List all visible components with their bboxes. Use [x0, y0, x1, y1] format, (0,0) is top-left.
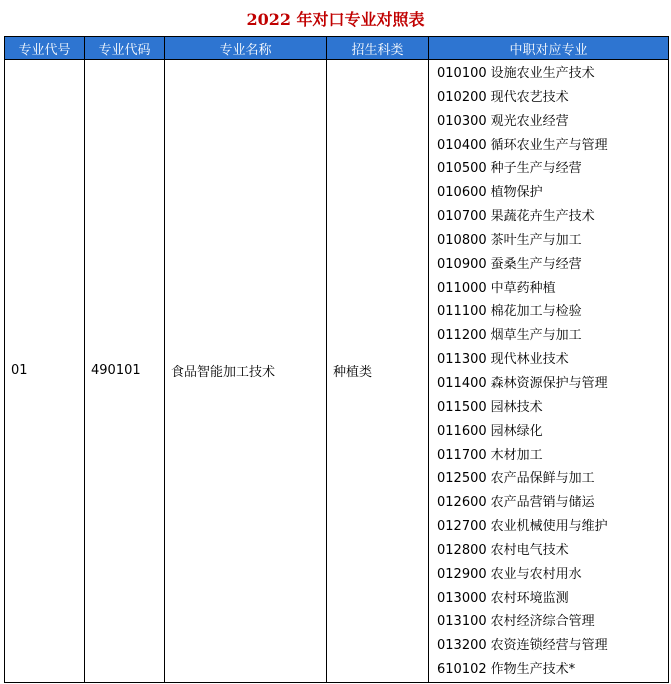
list-item — [437, 62, 668, 86]
vocational-major-code: 010600 — [437, 185, 487, 201]
vocational-major-code: 010500 — [437, 161, 487, 177]
vocational-major-name: 森林资源保护与管理 — [490, 375, 608, 391]
vocational-major-code: 010700 — [437, 209, 487, 225]
vocational-major-name: 循环农业生产与管理 — [490, 137, 608, 153]
vocational-major-code: 011200 — [437, 328, 487, 344]
vocational-major-name: 植物保护 — [490, 185, 543, 201]
vocational-major-name: 农产品保鲜与加工 — [490, 471, 595, 487]
list-item — [437, 563, 668, 587]
vocational-major-list — [437, 62, 668, 682]
vocational-major-name: 烟草生产与加工 — [490, 328, 582, 344]
vocational-major-name: 农业机械使用与维护 — [490, 519, 608, 535]
vocational-major-code: 011000 — [437, 280, 487, 296]
vocational-major-name: 农资连锁经营与管理 — [490, 638, 608, 654]
vocational-major-name: 果蔬花卉生产技术 — [490, 209, 595, 225]
header-category: 招生科类 — [327, 37, 429, 60]
list-item — [437, 396, 668, 420]
vocational-major-code: 610102 — [437, 662, 487, 678]
vocational-major-name: 作物生产技术* — [490, 662, 576, 678]
list-item — [437, 277, 668, 301]
vocational-major-name: 茶叶生产与加工 — [490, 232, 582, 248]
vocational-major-name: 农产品营销与储运 — [490, 495, 595, 511]
vocational-major-name: 中草药种植 — [490, 280, 556, 296]
list-item — [437, 229, 668, 253]
vocational-major-code: 012800 — [437, 542, 487, 558]
vocational-major-code: 011100 — [437, 304, 487, 320]
list-item — [437, 86, 668, 110]
list-item — [437, 157, 668, 181]
vocational-major-code: 013000 — [437, 590, 487, 606]
vocational-major-code: 010800 — [437, 232, 487, 248]
vocational-major-code: 012600 — [437, 495, 487, 511]
vocational-major-code: 010900 — [437, 256, 487, 272]
vocational-major-code: 012500 — [437, 471, 487, 487]
list-item — [437, 110, 668, 134]
vocational-major-name: 木材加工 — [490, 447, 543, 463]
list-item — [437, 491, 668, 515]
cell-major-name: 食品智能加工技术 — [165, 60, 327, 683]
table-title: 2022 年对口专业对照表 — [246, 9, 425, 29]
vocational-major-code: 011400 — [437, 375, 487, 391]
vocational-major-code: 012700 — [437, 519, 487, 535]
list-item — [437, 181, 668, 205]
list-item — [437, 420, 668, 444]
list-item — [437, 610, 668, 634]
list-item — [437, 467, 668, 491]
vocational-major-code: 010200 — [437, 89, 487, 105]
vocational-major-name: 农村经济综合管理 — [490, 614, 595, 630]
list-item — [437, 134, 668, 158]
cell-major-no: 01 — [5, 60, 85, 683]
vocational-major-code: 010400 — [437, 137, 487, 153]
vocational-major-name: 设施农业生产技术 — [490, 66, 595, 81]
vocational-major-code: 011700 — [437, 447, 487, 463]
vocational-major-code: 013200 — [437, 638, 487, 654]
header-major-code: 专业代码 — [85, 37, 165, 60]
vocational-major-name: 棉花加工与检验 — [490, 304, 582, 320]
vocational-major-code: 010100 — [437, 66, 487, 81]
vocational-major-code: 011500 — [437, 399, 487, 415]
list-item — [437, 324, 668, 348]
list-item — [437, 634, 668, 658]
vocational-major-name: 园林绿化 — [490, 423, 543, 439]
list-item — [437, 444, 668, 468]
vocational-major-name: 蚕桑生产与经营 — [490, 256, 582, 272]
list-item — [437, 515, 668, 539]
list-item — [437, 372, 668, 396]
vocational-major-name: 农村电气技术 — [490, 542, 569, 558]
cell-major-code: 490101 — [85, 60, 165, 683]
vocational-major-code: 011600 — [437, 423, 487, 439]
major-mapping-table — [4, 36, 669, 683]
table-row — [5, 60, 669, 683]
list-item — [437, 300, 668, 324]
vocational-major-name: 种子生产与经营 — [490, 161, 582, 177]
list-item — [437, 253, 668, 277]
list-item — [437, 539, 668, 563]
list-item — [437, 205, 668, 229]
list-item — [437, 587, 668, 611]
vocational-major-code: 013100 — [437, 614, 487, 630]
vocational-major-name: 现代农艺技术 — [490, 89, 569, 105]
vocational-major-code: 012900 — [437, 566, 487, 582]
cell-vocational-majors — [429, 60, 669, 683]
vocational-major-name: 现代林业技术 — [490, 352, 569, 368]
vocational-major-name: 园林技术 — [490, 399, 543, 415]
list-item — [437, 658, 668, 682]
header-vocational-majors: 中职对应专业 — [429, 37, 669, 60]
cell-category: 种植类 — [327, 60, 429, 683]
header-major-name: 专业名称 — [165, 37, 327, 60]
vocational-major-name: 农村环境监测 — [490, 590, 569, 606]
header-major-no: 专业代号 — [5, 37, 85, 60]
vocational-major-name: 观光农业经营 — [490, 113, 569, 129]
vocational-major-code: 011300 — [437, 352, 487, 368]
vocational-major-code: 010300 — [437, 113, 487, 129]
vocational-major-name: 农业与农村用水 — [490, 566, 582, 582]
list-item — [437, 348, 668, 372]
header-row — [5, 37, 669, 60]
